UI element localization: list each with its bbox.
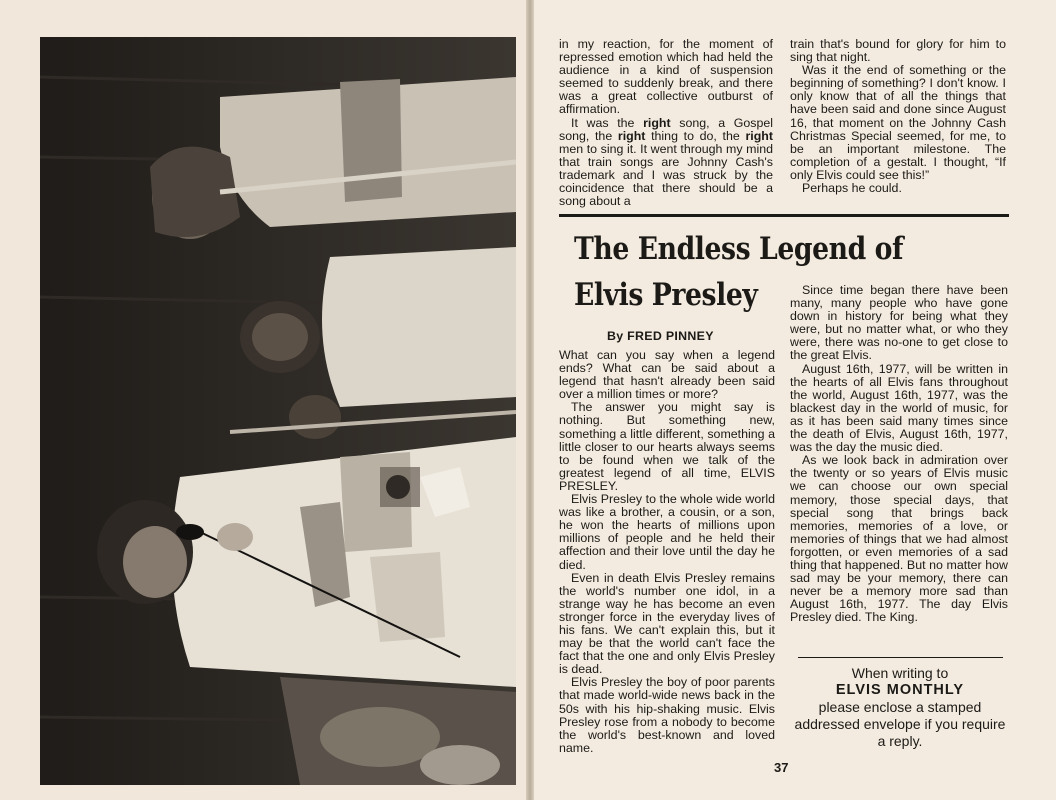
feature-title-line-2: Elvis Presley xyxy=(574,277,758,313)
notice-line-2: please enclose a stamped addressed envelope if you require a reply. xyxy=(794,699,1006,749)
notice-line-1: When writing to xyxy=(851,665,949,681)
reader-notice xyxy=(790,665,1010,750)
continued-paragraph: Perhaps he could. xyxy=(802,181,902,196)
feature-title xyxy=(574,226,904,318)
section-divider xyxy=(559,214,1009,217)
feature-paragraph: Elvis Presley to the whole wide world was like a brother, a cousin, or a son, he won the hearts of millions upon millions of people and he held their affection and their love until the day he died. xyxy=(559,492,775,572)
feature-paragraph: As we look back in admiration over the twenty or so years of Elvis music we can choose our own special memory, those special days, that special song that brings back memories, memories of a love, or memories of things that we had almost forgotten, or even memories of a sad thing that happened. But no matter how sad may be your memory, there can never be a memory more sad than August 16th, 1977. The day Elvis Presley died. The King. xyxy=(790,453,1008,625)
book-spine xyxy=(526,0,534,800)
concert-photo xyxy=(40,37,516,785)
feature-title-line-1: The Endless Legend of xyxy=(574,231,904,267)
emphasis-word: right xyxy=(617,128,646,143)
feature-paragraph: Elvis Presley the boy of poor parents that made world-wide news back in the 50s with his hip-shaking music. Elvis Presley rose from a nobody to become the world's best-known and loved name. xyxy=(559,675,775,755)
continued-paragraph-tail: train that's bound for glory for him to sing that night. xyxy=(790,37,1006,65)
continued-paragraph: in my reaction, for the moment of repressed emotion which had held the audience in a kind of suspension seemed to suddenly break, and there was a great collective outburst of affirmation. xyxy=(559,37,773,117)
emphasis-word: right xyxy=(643,115,671,130)
feature-paragraph: What can you say when a legend ends? What can be said about a legend that hasn't already been said over a million times or more? xyxy=(559,348,775,402)
byline: By FRED PINNEY xyxy=(607,329,714,343)
feature-paragraph: Since time began there have been many, many people who have gone down in history for being what they were, but no matter what, or who they were, there was no-one to get close to the great Elvis. xyxy=(790,283,1008,363)
continued-paragraph: Was it the end of something or the beginning of something? I don't know. I only know that of all the things that have been said and done since August 16, that moment on the Johnny Cash Christmas Special seemed, for me, to be an important milestone. The completion of a gestalt. I thought, “If only Elvis could see this!” xyxy=(790,63,1006,182)
feature-paragraph: August 16th, 1977, will be written in the hearts of all Elvis fans throughout the world, August 16th, 1977, was the blackest day in the world of music, for as it has been said many times since the death of Elvis, August 16th, 1977, was the day the music died. xyxy=(790,361,1008,455)
feature-paragraph: Even in death Elvis Presley remains the world's number one idol, in a strange way he has become an even stronger force in the everyday lives of his fans. We can't explain this, but it may be that the world can't face the fact that the one and only Elvis Presley is dead. xyxy=(559,570,775,677)
emphasis-word: right xyxy=(745,128,773,143)
notice-magazine-name: ELVIS MONTHLY xyxy=(835,682,965,698)
feature-paragraph: The answer you might say is nothing. But something new, something a little different, something a little closer to our hearts always seems to be found when we talk of the greatest legend of all time, ELVIS PRESLEY. xyxy=(559,400,775,493)
continued-paragraph-bold: It was the right song, a Gospel song, the right thing to do, the right men to sing it. It went through my mind that train songs are Johnny Cash's trademark and I was struck by the coincidence that there should be a song about a xyxy=(559,115,773,209)
notice-divider xyxy=(798,657,1003,658)
feature-column-1 xyxy=(559,349,775,755)
page-number: 37 xyxy=(774,760,789,775)
continued-article-column-2 xyxy=(790,38,1006,195)
continued-article-column-1 xyxy=(559,38,773,208)
feature-column-2 xyxy=(790,284,1008,624)
